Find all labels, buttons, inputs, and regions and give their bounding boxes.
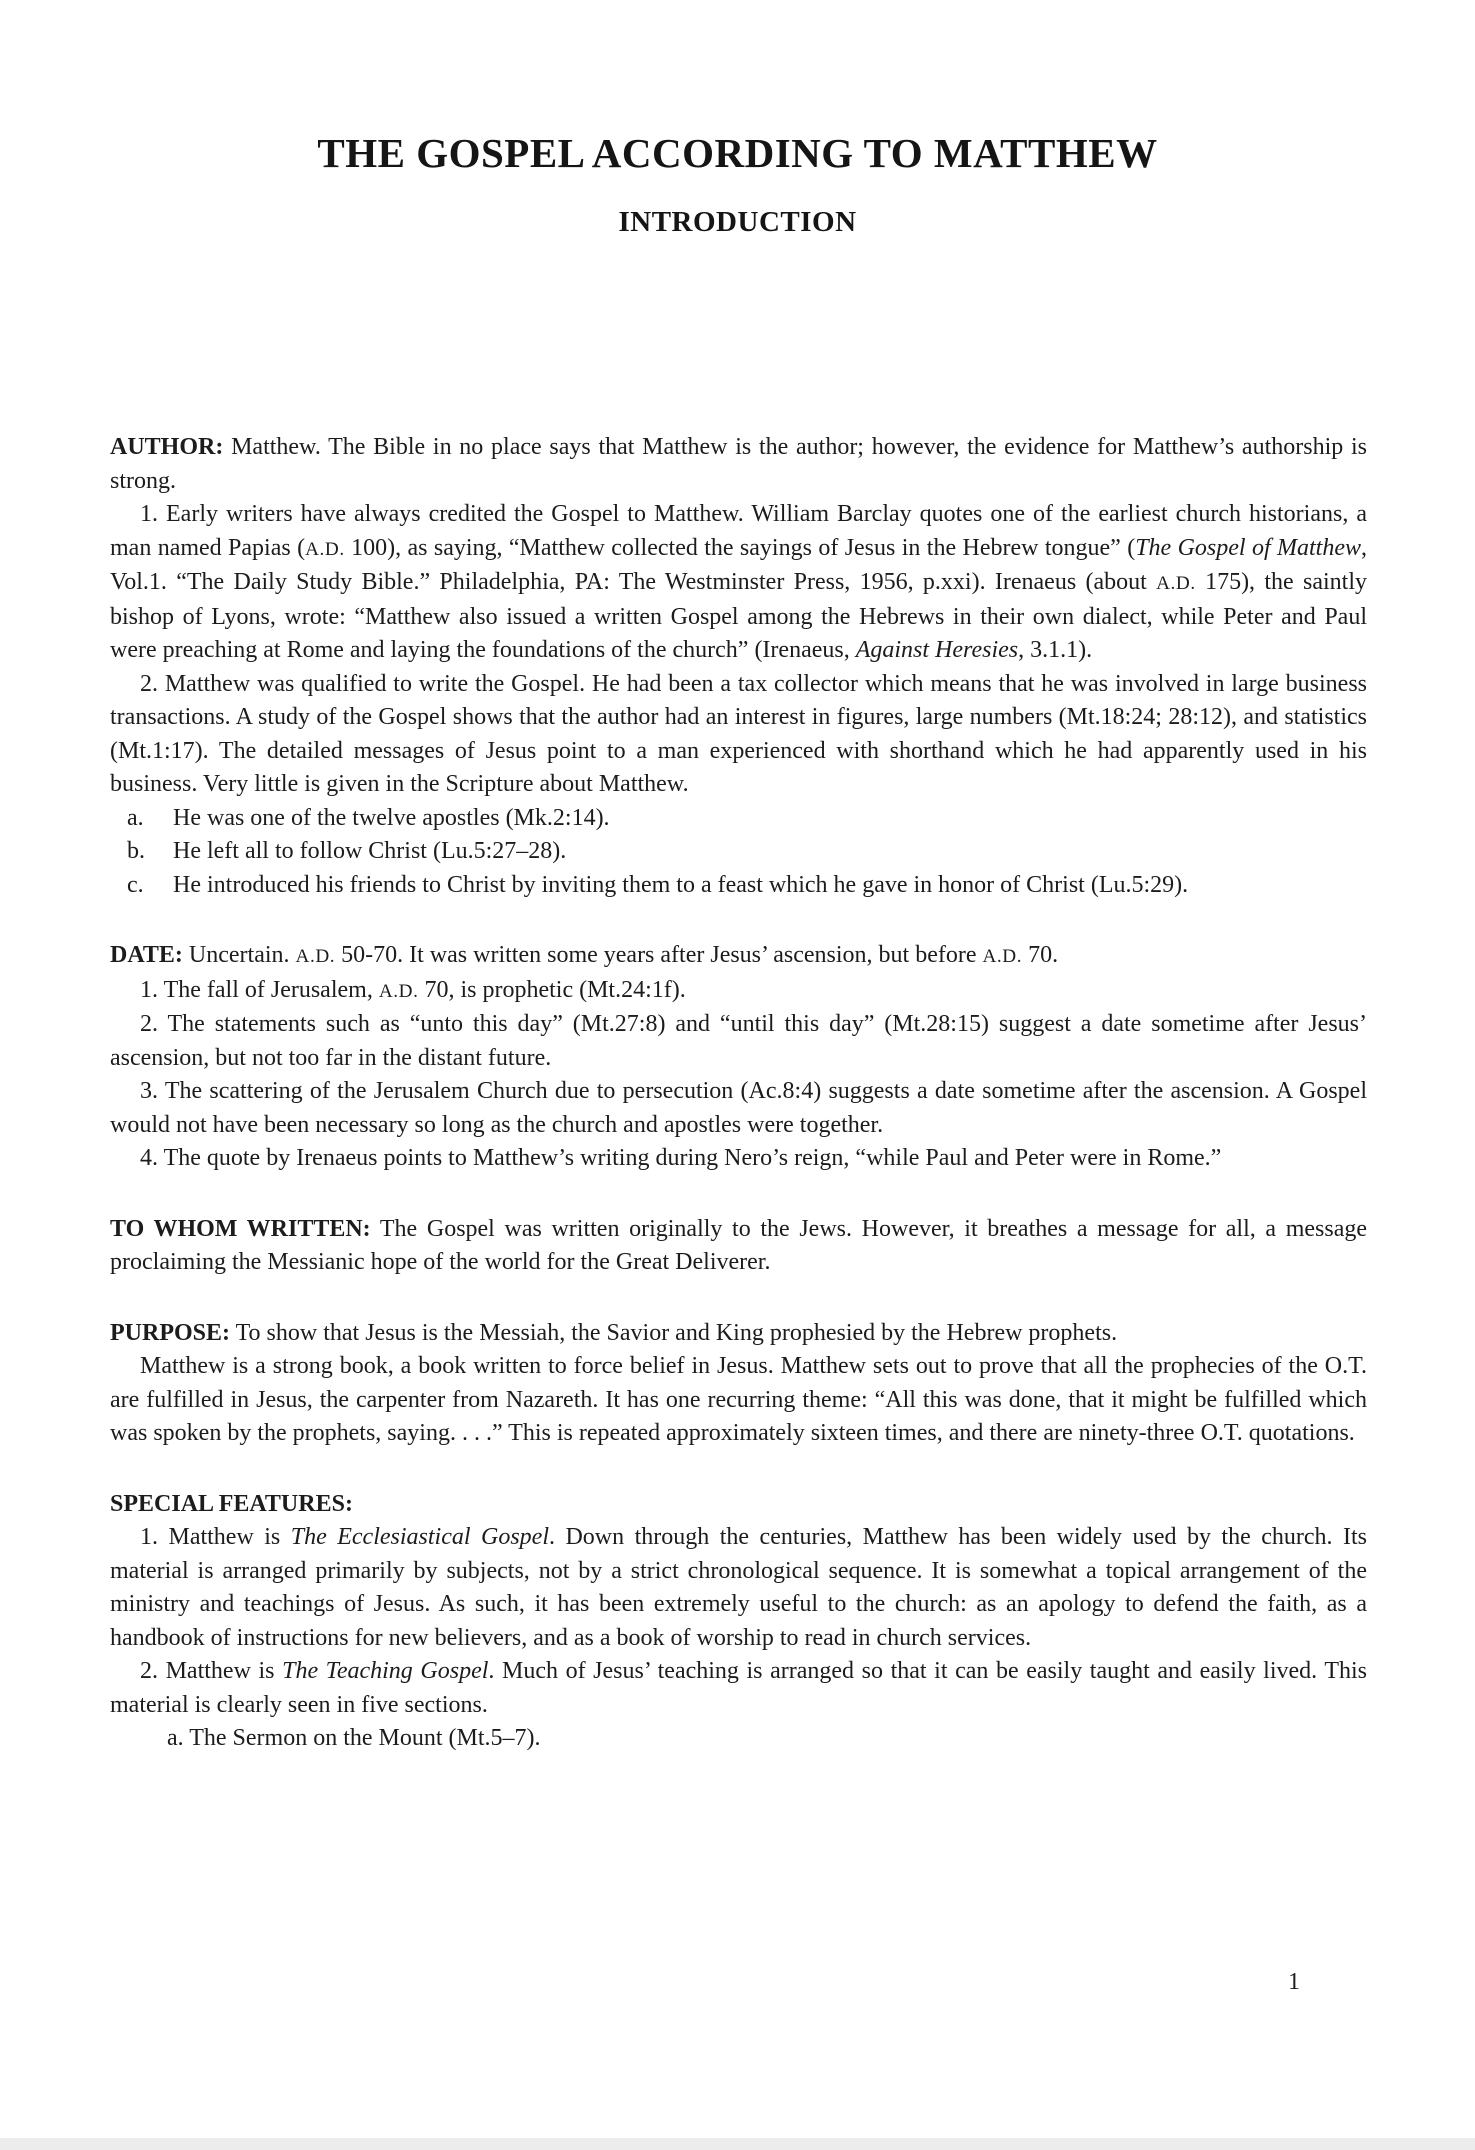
paragraph [110, 1521, 1367, 1655]
page-title: THE GOSPEL ACCORDING TO MATTHEW [317, 130, 1158, 177]
text-run: A.D. [305, 538, 345, 560]
text-run: 3. The scattering of the Jerusalem Church due to persecution (Ac.8:4) suggests a date sometime after the ascension. A Gospel would not have been necessary so long as the church and apostles were together. [110, 1078, 1367, 1138]
list-item [110, 835, 1367, 869]
text-run: 50-70. It was written some years after Jesus’ ascension, but before [335, 942, 983, 968]
text-run: 1. The fall of Jerusalem, [140, 976, 379, 1003]
text-run: 70. [1022, 942, 1059, 968]
text-run: He was one of the twelve apostles (Mk.2:14). [173, 804, 610, 831]
list-marker: a. [127, 804, 144, 831]
text-run: , Vol.1. “The Daily Study Bible.” Philadelphia, PA: The Westminster Press, 1956, p.xxi). Irenaeus (about [110, 534, 1367, 595]
text-run: 4. The quote by Irenaeus points to Matthew’s writing during Nero’s reign, “while Paul and Peter were in Rome.” [140, 1145, 1222, 1171]
list-item [110, 802, 1367, 836]
text-run: 175), the saintly bishop of Lyons, wrote: “Matthew also issued a written Gospel among the Hebrews in their own dialect, while Peter and Paul were preaching at Rome and laying the foundations of the church” (Irenaeus, [110, 569, 1367, 663]
section-to-whom-written [110, 1213, 1367, 1280]
text-run: 100), as saying, “Matthew collected the sayings of Jesus in the Hebrew tongue” ( [344, 534, 1136, 561]
bottom-strip [0, 2138, 1475, 2150]
section-label: DATE: [110, 942, 183, 968]
text-run: To show that Jesus is the Messiah, the Savior and King prophesied by the Hebrew prophets. [230, 1319, 1118, 1346]
text-run: The Ecclesiastical Gospel [290, 1524, 549, 1550]
section-label: TO WHOM WRITTEN: [110, 1215, 371, 1242]
paragraph [110, 1722, 1367, 1756]
text-run: 1. Matthew is [140, 1524, 291, 1550]
text-run: a. The Sermon on the Mount (Mt.5–7). [167, 1725, 541, 1751]
section-special-features [110, 1488, 1367, 1756]
text-run: , 3.1.1). [1018, 637, 1093, 663]
text-run: Against Heresies [855, 637, 1019, 663]
text-run: A.D. [1156, 573, 1196, 594]
paragraph [110, 1350, 1367, 1451]
text-run: He left all to follow Christ (Lu.5:27–28). [173, 838, 567, 864]
text-run: He introduced his friends to Christ by inviting them to a feast which he gave in honor of Christ (Lu.5:29). [173, 871, 1189, 898]
page-number: 1 [1288, 1969, 1300, 1995]
section-author [110, 431, 1367, 902]
text-run: The Gospel of Matthew [1135, 534, 1361, 561]
text-run: 1. Early writers have always credited the Gospel to Matthew. William Barclay quotes one of the earliest church historians, a man named Papias ( [110, 501, 1367, 561]
paragraph [110, 1488, 1367, 1522]
text-run: Matthew is a strong book, a book written to force belief in Jesus. Matthew sets out to prove that all the prophecies of the O.T. are fulfilled in Jesus, the carpenter from Nazareth. It has one recurring theme: “All this was done, that it might be fulfilled which was spoken by the prophets, saying. . . .” This is repeated approximately sixteen times, and there are ninety-three O.T. quotations. [110, 1353, 1367, 1446]
text-run: 2. The statements such as “unto this day” (Mt.27:8) and “until this day” (Mt.28:15) suggest a date sometime after Jesus’ ascension, but not too far in the distant future. [110, 1011, 1367, 1071]
text-run: A.D. [982, 946, 1023, 967]
text-run: Uncertain. [182, 942, 296, 968]
page-subtitle: INTRODUCTION [618, 206, 857, 239]
text-run: 2. Matthew is [140, 1658, 283, 1684]
paragraph [110, 1008, 1367, 1075]
paragraph [110, 1075, 1367, 1142]
paragraph [110, 668, 1367, 802]
text-run: . Down through the centuries, Matthew has been widely used by the church. Its material is arranged primarily by subjects, not by a strict chronological sequence. It is somewhat a topical arrangement of the ministry and teachings of Jesus. As such, it has been extremely useful to the church: as an apology to defend the faith, as a handbook of instructions for new believers, and as a book of worship to read in church services. [110, 1524, 1367, 1651]
paragraph [110, 1655, 1367, 1722]
list-marker: c. [127, 871, 144, 898]
text-run: A.D. [378, 980, 419, 1002]
paragraph [110, 498, 1367, 668]
text-run: . Much of Jesus’ teaching is arranged so that it can be easily taught and easily lived. This material is clearly seen in five sections. [110, 1658, 1367, 1718]
paragraph [110, 974, 1367, 1009]
section-label: SPECIAL FEATURES: [110, 1490, 353, 1517]
text-run: The Gospel was written originally to the Jews. However, it breathes a message for all, a message proclaiming the Messianic hope of the world for the Great Deliverer. [110, 1215, 1368, 1275]
paragraph [110, 1213, 1367, 1280]
paragraph [110, 1142, 1367, 1176]
text-run: A.D. [295, 946, 336, 967]
text-run: 2. Matthew was qualified to write the Gospel. He had been a tax collector which means that he was involved in large business transactions. A study of the Gospel shows that the author had an interest in figures, large numbers (Mt.18:24; 28:12), and statistics (Mt.1:17). The detailed messages of Jesus point to a man experienced with shorthand which he had apparently used in his business. Very little is given in the Scripture about Matthew. [110, 670, 1367, 797]
section-purpose [110, 1317, 1367, 1451]
list-marker: b. [127, 838, 145, 864]
section-label: AUTHOR: [110, 434, 224, 460]
text-run: 70, is prophetic (Mt.24:1f). [418, 976, 686, 1003]
text-run: The Teaching Gospel [282, 1658, 489, 1684]
list-item [110, 869, 1367, 903]
paragraph [110, 939, 1367, 974]
section-label: PURPOSE: [110, 1319, 230, 1346]
document-body [110, 431, 1367, 1756]
text-run: Matthew. The Bible in no place says that Matthew is the author; however, the evidence for Matthew’s authorship is strong. [110, 434, 1367, 494]
section-date [110, 939, 1367, 1176]
paragraph [110, 1317, 1367, 1351]
paragraph [110, 431, 1367, 498]
